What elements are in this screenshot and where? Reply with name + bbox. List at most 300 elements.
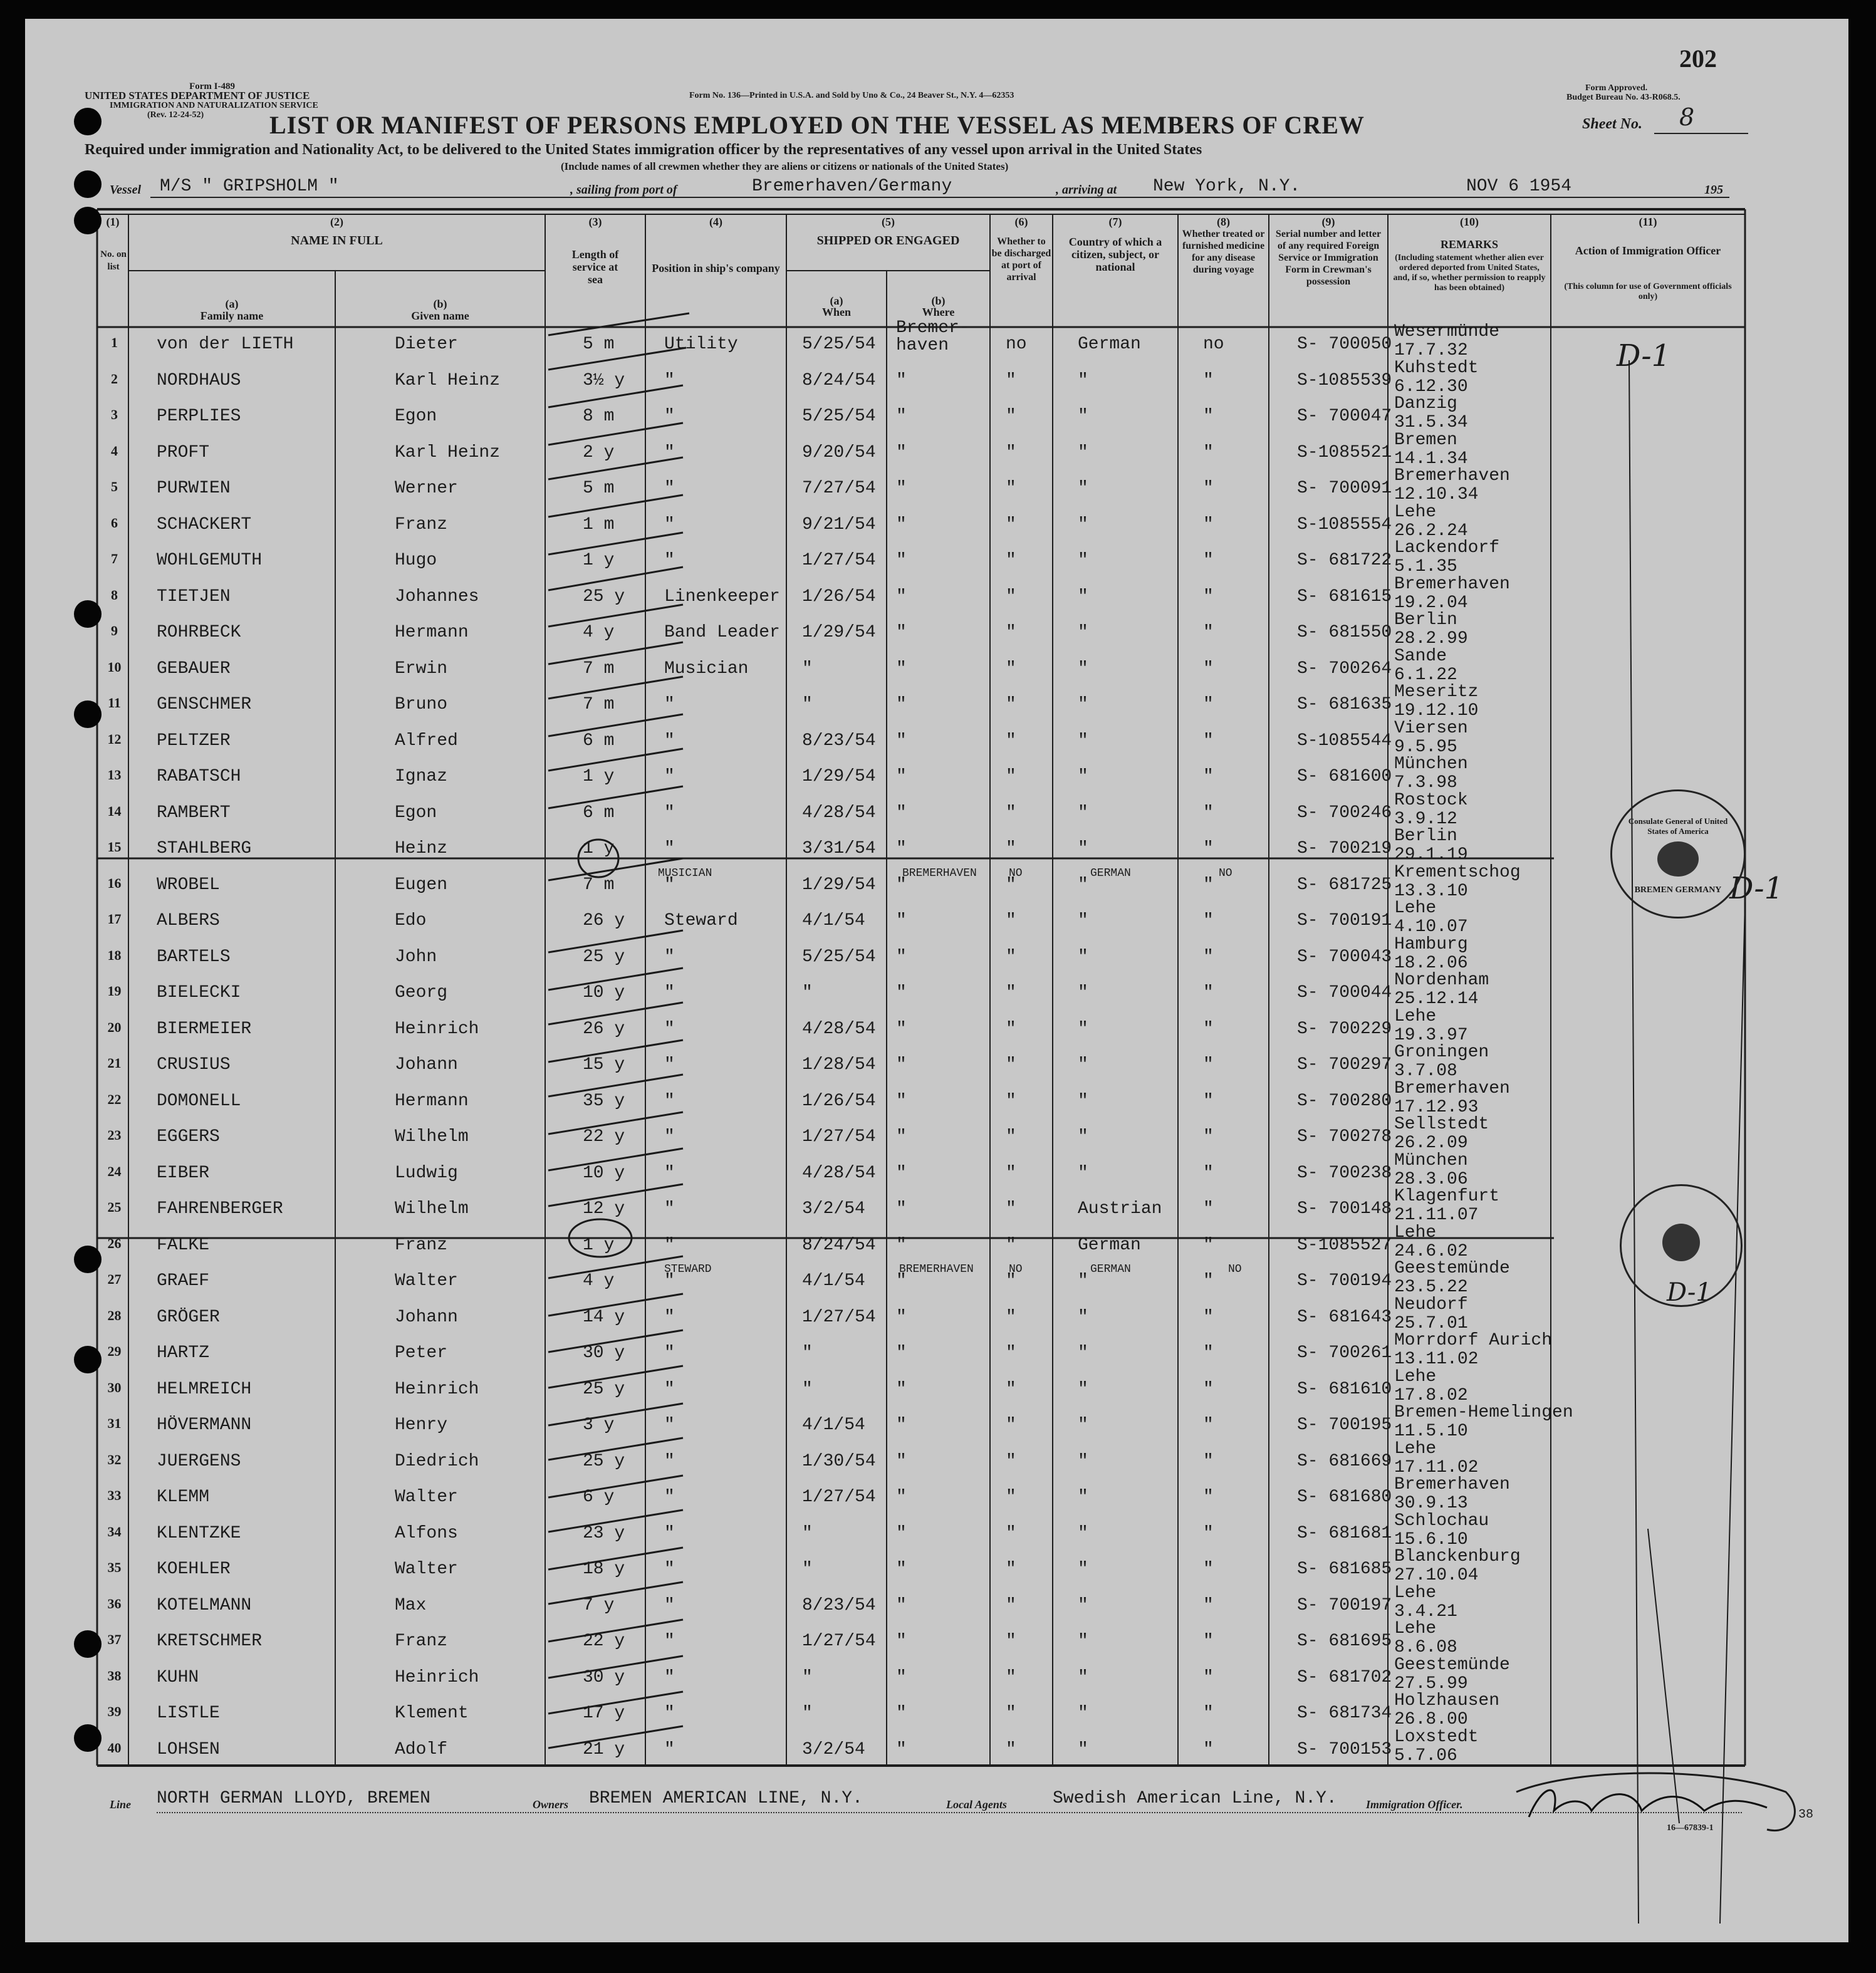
row-number: 12 (107, 731, 122, 747)
given-name: Ludwig (395, 1163, 458, 1183)
family-name: EIBER (157, 1163, 210, 1183)
row-number: 29 (107, 1343, 122, 1359)
row-number: 9 (111, 623, 118, 638)
given-name: Georg (395, 983, 448, 1002)
serial-number: S- 681635 (1297, 695, 1392, 714)
remarks-birthplace: Lehe (1394, 502, 1437, 522)
family-name: KLENTZKE (157, 1523, 241, 1543)
family-name: HARTZ (157, 1343, 210, 1363)
header-name-in-full: NAME IN FULL (291, 234, 383, 247)
table-row (25, 934, 1848, 980)
table-row (25, 971, 1848, 1016)
discharged: " (1006, 1199, 1016, 1219)
shipped-when: " (802, 695, 813, 714)
serial-number: S- 681669 (1297, 1451, 1392, 1471)
family-name: BIERMEIER (157, 1019, 252, 1039)
remarks-birthdate: 26.2.24 (1394, 521, 1468, 541)
discharged: " (1006, 514, 1016, 534)
position: " (664, 1343, 675, 1363)
remarks-birthplace: Danzig (1394, 394, 1457, 414)
position: " (664, 767, 675, 786)
row-number: 4 (111, 442, 118, 459)
family-name: RAMBERT (157, 803, 231, 823)
discharged: " (1006, 1667, 1016, 1687)
remarks-birthplace: Holzhausen (1394, 1691, 1500, 1710)
remarks-birthdate: 24.6.02 (1394, 1241, 1468, 1261)
given-name: Alfred (395, 731, 458, 751)
footer-owners-label: Owners (533, 1798, 569, 1811)
remarks-birthplace: Bremerhaven (1394, 1475, 1510, 1494)
discharged: " (1006, 1127, 1016, 1147)
country: " (1078, 1523, 1088, 1543)
shipped-when: 3/31/54 (802, 839, 876, 858)
position: Steward (664, 911, 738, 930)
service-length: 6 y (583, 1487, 615, 1507)
given-name: Johann (395, 1055, 458, 1075)
remarks-birthplace: Bremerhaven (1394, 466, 1510, 486)
medicine: " (1203, 1595, 1214, 1615)
manifest-title: LIST OR MANIFEST OF PERSONS EMPLOYED ON THE VESSEL AS MEMBERS OF CREW (269, 111, 1365, 139)
shipped-where: " (896, 370, 907, 390)
shipped-when: " (802, 1667, 813, 1687)
discharged: " (1006, 442, 1016, 462)
service-length: 7 m (583, 695, 615, 714)
serial-number: S- 681695 (1297, 1632, 1392, 1651)
header-remarks: REMARKS (1440, 238, 1498, 251)
given-name: Ignaz (395, 767, 448, 786)
shipped-when: 7/27/54 (802, 479, 876, 498)
replacement-26-where: BREMERHAVEN (899, 1263, 974, 1276)
service-length: 30 y (583, 1667, 625, 1687)
remarks-birthdate: 3.4.21 (1394, 1601, 1457, 1622)
family-name: FALKE (157, 1235, 210, 1255)
medicine: " (1203, 1199, 1214, 1219)
position: " (664, 983, 675, 1002)
shipped-where: " (896, 1055, 907, 1075)
family-name: GEBAUER (157, 659, 231, 679)
position: " (664, 1127, 675, 1147)
medicine: " (1203, 1055, 1214, 1075)
shipped-when: 1/26/54 (802, 586, 876, 606)
remarks-birthplace: Lehe (1394, 1222, 1437, 1242)
remarks-birthdate: 19.12.10 (1394, 701, 1479, 721)
serial-number: S-1085554 (1297, 514, 1392, 534)
row-number: 40 (107, 1739, 122, 1756)
remarks-birthplace: Loxstedt (1394, 1727, 1479, 1747)
medicine: " (1203, 1271, 1214, 1291)
row-number: 3 (111, 407, 118, 422)
serial-number: S- 681681 (1297, 1523, 1392, 1543)
service-length: 15 y (583, 1055, 625, 1075)
remarks-birthplace: Sellstedt (1394, 1115, 1489, 1134)
given-name: Wilhelm (395, 1199, 469, 1219)
row-number: 26 (107, 1235, 122, 1251)
table-row (25, 610, 1848, 655)
given-name: Hermann (395, 1091, 469, 1111)
shipped-when: 4/28/54 (802, 1019, 876, 1039)
sheet-label: Sheet No. (1582, 116, 1642, 132)
remarks-birthdate: 29.1.19 (1394, 845, 1468, 865)
serial-number: S- 681600 (1297, 767, 1392, 786)
page-number: 202 (1679, 44, 1717, 73)
shipped-when: 5/25/54 (802, 407, 876, 426)
footer-line-label: Line (110, 1798, 131, 1811)
family-name: PELTZER (157, 731, 231, 751)
shipped-when: 1/29/54 (802, 623, 876, 642)
position: " (664, 1632, 675, 1651)
table-row (25, 394, 1848, 439)
country: " (1078, 911, 1088, 930)
family-name: LOHSEN (157, 1739, 220, 1759)
serial-number: S- 700229 (1297, 1019, 1392, 1039)
service-length: 1 y (583, 839, 615, 858)
medicine: " (1203, 911, 1214, 930)
given-name: Heinrich (395, 1667, 479, 1687)
country: " (1078, 586, 1088, 606)
row-number: 35 (107, 1559, 122, 1575)
country: " (1078, 983, 1088, 1002)
country: " (1078, 659, 1088, 679)
discharged: " (1006, 767, 1016, 786)
shipped-when: 1/27/54 (802, 1487, 876, 1507)
discharged: " (1006, 983, 1016, 1002)
remarks-birthdate: 28.3.06 (1394, 1169, 1468, 1189)
table-row (25, 646, 1848, 692)
shipped-where: " (896, 1487, 907, 1507)
row-number: 6 (111, 514, 118, 531)
col-num-4: (4) (709, 216, 722, 228)
family-name: KLEMM (157, 1487, 210, 1507)
medicine: " (1203, 586, 1214, 606)
family-name: CRUSIUS (157, 1055, 231, 1075)
service-length: 22 y (583, 1632, 625, 1651)
replacement-26-discharged: NO (1009, 1263, 1023, 1276)
service-length: 21 y (583, 1739, 625, 1759)
remarks-birthplace: München (1394, 754, 1468, 774)
shipped-when: " (802, 1343, 813, 1363)
punch-hole (74, 1630, 102, 1658)
header-action: Action of Immigration Officer (1575, 244, 1721, 257)
given-name: Peter (395, 1343, 448, 1363)
action-mark-top: D-1 (1617, 338, 1671, 373)
country: " (1078, 839, 1088, 858)
row-number: 16 (107, 875, 122, 891)
country: " (1078, 1307, 1088, 1327)
col-num-1: (1) (106, 216, 120, 228)
remarks-birthplace: Meseritz (1394, 682, 1479, 702)
remarks-birthdate: 4.10.07 (1394, 917, 1468, 937)
officer-signature (1516, 1773, 1792, 1830)
given-name: Werner (395, 479, 458, 498)
position: Linenkeeper (664, 586, 780, 606)
service-length: 6 m (583, 803, 615, 823)
sub-letter-5a: (a) (830, 294, 843, 307)
serial-number: S- 681610 (1297, 1379, 1392, 1399)
position: " (664, 1019, 675, 1039)
family-name: DOMONELL (157, 1091, 241, 1111)
remarks-birthplace: Klagenfurt (1394, 1187, 1500, 1206)
col-num-7: (7) (1108, 216, 1122, 228)
remarks-birthdate: 8.6.08 (1394, 1638, 1457, 1657)
consulate-stamp-text: Consulate General of United States of America (1628, 816, 1728, 836)
shipped-when: 1/27/54 (802, 551, 876, 570)
vessel-name: M/S " GRIPSHOLM " (160, 177, 339, 196)
discharged: " (1006, 731, 1016, 751)
country: " (1078, 1343, 1088, 1363)
remarks-birthdate: 30.9.13 (1394, 1494, 1468, 1513)
shipped-when: 8/23/54 (802, 731, 876, 751)
row-number: 8 (111, 586, 118, 603)
service-length: 2 y (583, 442, 615, 462)
sub-letter-5b: (b) (931, 294, 946, 307)
discharged: " (1006, 839, 1016, 858)
country: " (1078, 1127, 1088, 1147)
remarks-birthdate: 11.5.10 (1394, 1422, 1468, 1441)
shipped-when: " (802, 1559, 813, 1579)
shipped-when: 9/21/54 (802, 514, 876, 534)
family-name: NORDHAUS (157, 370, 241, 390)
serial-number: S- 700264 (1297, 659, 1392, 679)
family-name: STAHLBERG (157, 839, 252, 858)
remarks-birthdate: 17.7.32 (1394, 341, 1468, 360)
shipped-when: 1/29/54 (802, 767, 876, 786)
shipped-where: " (896, 514, 907, 534)
remarks-birthdate: 18.2.06 (1394, 953, 1468, 973)
medicine: " (1203, 1632, 1214, 1651)
service-length: 22 y (583, 1127, 625, 1147)
position: " (664, 1523, 675, 1543)
service-length: 5 m (583, 335, 615, 354)
given-name: Henry (395, 1415, 448, 1435)
table-row (25, 1078, 1848, 1124)
given-name: Max (395, 1595, 427, 1615)
header-length-of-service: Length of service at sea (571, 248, 619, 286)
country: " (1078, 1379, 1088, 1399)
country: " (1078, 370, 1088, 390)
header-position: Position in ship's company (652, 262, 780, 274)
table-row (25, 1439, 1848, 1484)
service-length: 8 m (583, 407, 615, 426)
row-number: 33 (107, 1487, 122, 1503)
country: " (1078, 442, 1088, 462)
table-row (25, 754, 1848, 799)
discharged: " (1006, 803, 1016, 823)
remarks-birthplace: Neudorf (1394, 1294, 1468, 1314)
service-length: 4 y (583, 623, 615, 642)
shipped-where: " (896, 1343, 907, 1363)
col-num-9: (9) (1321, 216, 1335, 228)
medicine: " (1203, 1163, 1214, 1183)
consulate-stamp-sub: BREMEN GERMANY (1634, 885, 1722, 895)
family-name: HÖVERMANN (157, 1415, 252, 1435)
given-name: Dieter (395, 335, 458, 354)
discharged: " (1006, 1523, 1016, 1543)
shipped-where: " (896, 1307, 907, 1327)
shipped-where: " (896, 983, 907, 1002)
shipped-where: " (896, 947, 907, 967)
manifest-page (25, 19, 1848, 1942)
country: Austrian (1078, 1199, 1162, 1219)
row-number: 38 (107, 1667, 122, 1684)
position: Musician (664, 659, 749, 679)
remarks-birthdate: 6.12.30 (1394, 377, 1468, 397)
row-number: 5 (111, 479, 118, 494)
shipped-where: " (896, 803, 907, 823)
country: " (1078, 514, 1088, 534)
remarks-birthdate: 13.11.02 (1394, 1350, 1479, 1369)
remarks-birthplace: Wesermünde (1394, 322, 1500, 341)
remarks-birthdate: 19.3.97 (1394, 1025, 1468, 1045)
family-name: KRETSCHMER (157, 1632, 263, 1651)
remarks-birthdate: 13.3.10 (1394, 881, 1468, 901)
row-number: 28 (107, 1307, 122, 1323)
remarks-birthplace: Berlin (1394, 610, 1457, 630)
form-service: IMMIGRATION AND NATURALIZATION SERVICE (110, 101, 318, 110)
position: " (664, 731, 675, 751)
medicine: " (1203, 1091, 1214, 1111)
remarks-birthdate: 6.1.22 (1394, 665, 1457, 685)
shipped-where: " (896, 659, 907, 679)
discharged: " (1006, 551, 1016, 570)
serial-number: S- 700153 (1297, 1739, 1392, 1759)
service-length: 3½ y (583, 370, 625, 390)
country: " (1078, 407, 1088, 426)
table-row (25, 1619, 1848, 1664)
country: " (1078, 1091, 1088, 1111)
country: " (1078, 1019, 1088, 1039)
shipped-when: 1/28/54 (802, 1055, 876, 1075)
replacement-15-where: BREMERHAVEN (902, 867, 977, 880)
serial-number: S- 681702 (1297, 1667, 1392, 1687)
remarks-birthdate: 27.10.04 (1394, 1566, 1479, 1585)
service-length: 1 y (583, 551, 615, 570)
family-name: KUHN (157, 1667, 199, 1687)
discharged: " (1006, 695, 1016, 714)
given-name: Franz (395, 1235, 448, 1255)
remarks-birthplace: Berlin (1394, 826, 1457, 846)
medicine: " (1203, 1343, 1214, 1363)
serial-number: S- 681643 (1297, 1307, 1392, 1327)
eagle-seal-icon (1657, 841, 1699, 877)
remarks-birthdate: 28.2.99 (1394, 629, 1468, 648)
serial-number: S- 681615 (1297, 586, 1392, 606)
service-length: 23 y (583, 1523, 625, 1543)
medicine: " (1203, 767, 1214, 786)
discharged: " (1006, 1379, 1016, 1399)
discharged: " (1006, 1055, 1016, 1075)
medicine: " (1203, 442, 1214, 462)
given-name: Hugo (395, 551, 437, 570)
serial-number: S- 700278 (1297, 1127, 1392, 1147)
medicine: " (1203, 1704, 1214, 1723)
punch-hole (74, 108, 102, 135)
footer-side-number: 38 (1798, 1808, 1814, 1822)
given-name: Karl Heinz (395, 442, 501, 462)
service-length: 10 y (583, 983, 625, 1002)
country: " (1078, 1595, 1088, 1615)
table-row (25, 1187, 1848, 1232)
given-name: Franz (395, 1632, 448, 1651)
family-name: PERPLIES (157, 407, 241, 426)
punch-hole (74, 207, 102, 234)
given-name: Walter (395, 1271, 458, 1291)
service-length: 25 y (583, 1451, 625, 1471)
discharged: " (1006, 1343, 1016, 1363)
service-length: 35 y (583, 1091, 625, 1111)
discharged: " (1006, 623, 1016, 642)
shipped-where: " (896, 1235, 907, 1255)
shipped-when: 4/1/54 (802, 911, 865, 930)
serial-number: S-1085521 (1297, 442, 1392, 462)
serial-number: S- 700194 (1297, 1271, 1392, 1291)
position: " (664, 1091, 675, 1111)
medicine: " (1203, 479, 1214, 498)
family-name: KOEHLER (157, 1559, 231, 1579)
header-remarks-note: (Including statement whether alien ever ordered deported from United States, and, if so, whether permission to reapply has been obtained) (1393, 253, 1546, 293)
table-row (25, 1475, 1848, 1520)
medicine: " (1203, 623, 1214, 642)
position: " (664, 803, 675, 823)
country: " (1078, 1271, 1088, 1291)
action-mark-mid: D-1 (1729, 871, 1784, 906)
medicine: " (1203, 1667, 1214, 1687)
remarks-birthdate: 14.1.34 (1394, 449, 1468, 469)
remarks-birthdate: 12.10.34 (1394, 485, 1479, 504)
medicine: " (1203, 731, 1214, 751)
country: " (1078, 731, 1088, 751)
service-length: 12 y (583, 1199, 625, 1219)
service-length: 1 y (583, 767, 615, 786)
header-discharged: Whether to be discharged at port of arrival (991, 236, 1051, 283)
family-name: ALBERS (157, 911, 220, 930)
replacement-15-medicine: NO (1219, 867, 1232, 880)
table-row (25, 1655, 1848, 1700)
position: " (664, 1739, 675, 1759)
given-name: Alfons (395, 1523, 458, 1543)
service-length: 1 y (583, 1235, 615, 1255)
remarks-birthplace: Lehe (1394, 1583, 1437, 1603)
position: " (664, 1163, 675, 1183)
remarks-birthplace: Lehe (1394, 898, 1437, 918)
given-name: John (395, 947, 437, 967)
serial-number: S- 700219 (1297, 839, 1392, 858)
shipped-where: " (896, 1271, 907, 1291)
medicine: " (1203, 1127, 1214, 1147)
service-length: 25 y (583, 1379, 625, 1399)
row-number: 1 (111, 335, 118, 350)
discharged: " (1006, 1451, 1016, 1471)
serial-number: S- 681680 (1297, 1487, 1392, 1507)
serial-number: S- 700297 (1297, 1055, 1392, 1075)
header-country: Country of which a citizen, subject, or national (1068, 236, 1162, 273)
remarks-birthdate: 7.3.98 (1394, 773, 1457, 793)
medicine: " (1203, 803, 1214, 823)
remarks-birthplace: Bremen (1394, 430, 1457, 450)
table-row (25, 1403, 1848, 1448)
country: " (1078, 1163, 1088, 1183)
shipped-where: " (896, 1704, 907, 1723)
family-name: TIETJEN (157, 586, 231, 606)
remarks-birthdate: 3.9.12 (1394, 809, 1457, 829)
family-name: RABATSCH (157, 767, 241, 786)
country: " (1078, 1487, 1088, 1507)
medicine: " (1203, 1379, 1214, 1399)
serial-number: S- 700261 (1297, 1343, 1392, 1363)
discharged: " (1006, 947, 1016, 967)
medicine: " (1203, 514, 1214, 534)
serial-number: S- 700246 (1297, 803, 1392, 823)
discharged: " (1006, 1307, 1016, 1327)
